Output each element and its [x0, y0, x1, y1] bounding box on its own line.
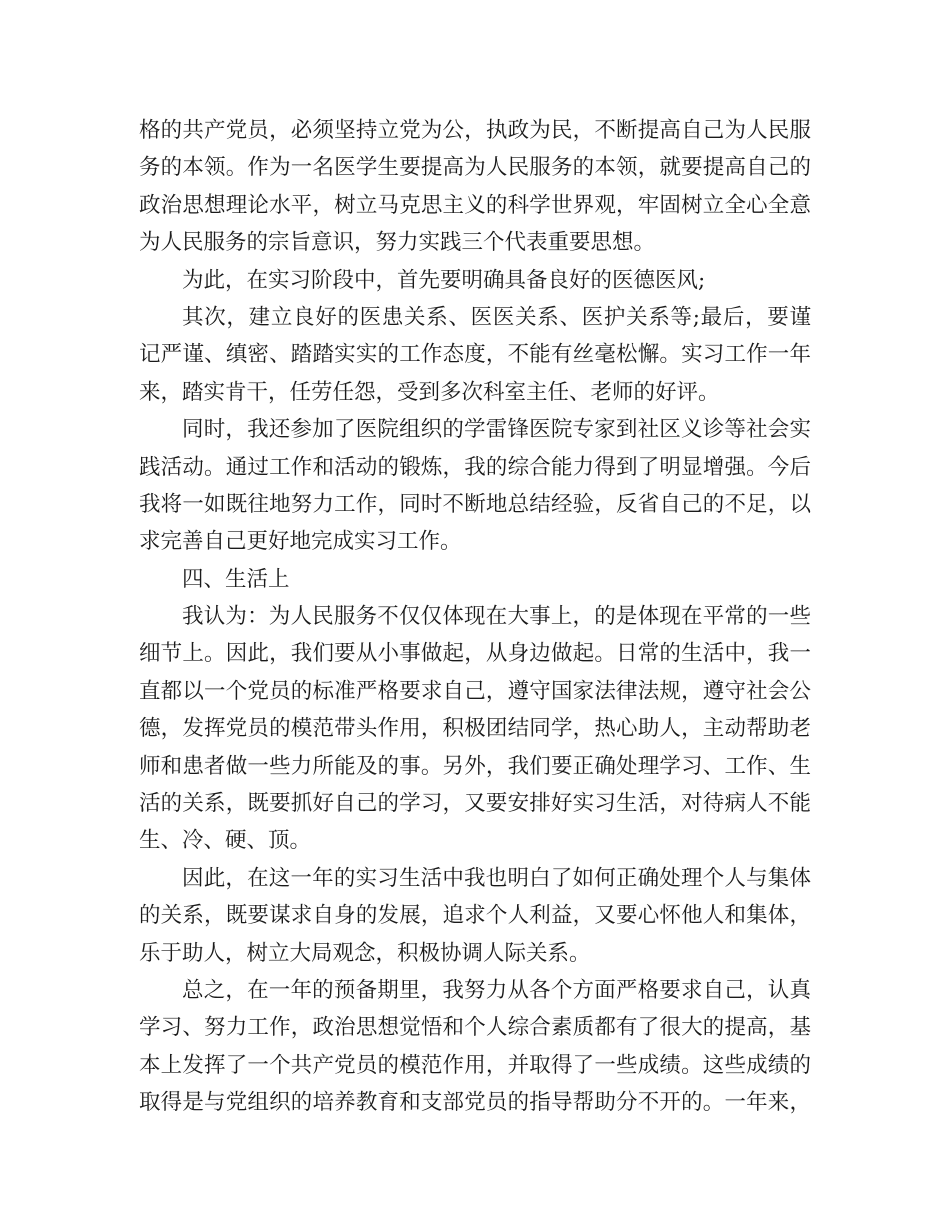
text-line: 务的本领。作为一名医学生要提高为人民服务的本领，就要提高自己的 — [139, 155, 811, 181]
text-line: 细节上。因此，我们要从小事做起，从身边做起。日常的生活中，我一 — [139, 641, 811, 667]
section-heading: 四、生活上 — [182, 566, 290, 592]
text-line: 同时，我还参加了医院组织的学雷锋医院专家到社区义诊等社会实 — [182, 417, 811, 443]
text-line: 为人民服务的宗旨意识，努力实践三个代表重要思想。 — [139, 230, 656, 256]
text-line: 德，发挥党员的模范带头作用，积极团结同学，热心助人，主动帮助老 — [139, 716, 811, 742]
text-line: 乐于助人，树立大局观念，积极协调人际关系。 — [139, 940, 591, 966]
text-line: 求完善自己更好地完成实习工作。 — [139, 529, 462, 555]
text-line: 记严谨、缜密、踏踏实实的工作态度，不能有丝毫松懈。实习工作一年 — [139, 342, 811, 368]
text-line: 因此，在这一年的实习生活中我也明白了如何正确处理个人与集体 — [182, 865, 811, 891]
text-line: 师和患者做一些力所能及的事。另外，我们要正确处理学习、工作、生 — [139, 753, 811, 779]
text-line: 来，踏实肯干，任劳任怨，受到多次科室主任、老师的好评。 — [139, 379, 720, 405]
text-line: 本上发挥了一个共产党员的模范作用，并取得了一些成绩。这些成绩的 — [139, 1052, 811, 1078]
document-body — [139, 112, 811, 1122]
text-line: 生、冷、硬、顶。 — [139, 828, 312, 854]
text-line: 的关系，既要谋求自身的发展，追求个人利益，又要心怀他人和集体， — [139, 903, 811, 929]
text-line: 学习、努力工作，政治思想觉悟和个人综合素质都有了很大的提高，基 — [139, 1015, 811, 1041]
text-line: 格的共产党员，必须坚持立党为公，执政为民，不断提高自己为人民服 — [139, 118, 811, 143]
text-line: 取得是与党组织的培养教育和支部党员的指导帮助分不开的。一年来， — [139, 1090, 811, 1116]
text-line: 政治思想理论水平，树立马克思主义的科学世界观，牢固树立全心全意 — [139, 192, 811, 218]
text-line: 践活动。通过工作和活动的锻炼，我的综合能力得到了明显增强。今后 — [139, 454, 811, 480]
text-line: 其次，建立良好的医患关系、医医关系、医护关系等;最后，要谨 — [182, 304, 811, 330]
text-line: 总之，在一年的预备期里，我努力从各个方面严格要求自己，认真 — [182, 977, 811, 1003]
text-line: 活的关系，既要抓好自己的学习，又要安排好实习生活，对待病人不能 — [139, 791, 811, 817]
text-line: 我将一如既往地努力工作，同时不断地总结经验，反省自己的不足，以 — [139, 491, 811, 517]
text-line: 直都以一个党员的标准严格要求自己，遵守国家法律法规，遵守社会公 — [139, 678, 811, 704]
text-line: 为此，在实习阶段中，首先要明确具备良好的医德医风; — [182, 267, 706, 293]
text-line: 我认为：为人民服务不仅仅体现在大事上，的是体现在平常的一些 — [182, 604, 811, 630]
